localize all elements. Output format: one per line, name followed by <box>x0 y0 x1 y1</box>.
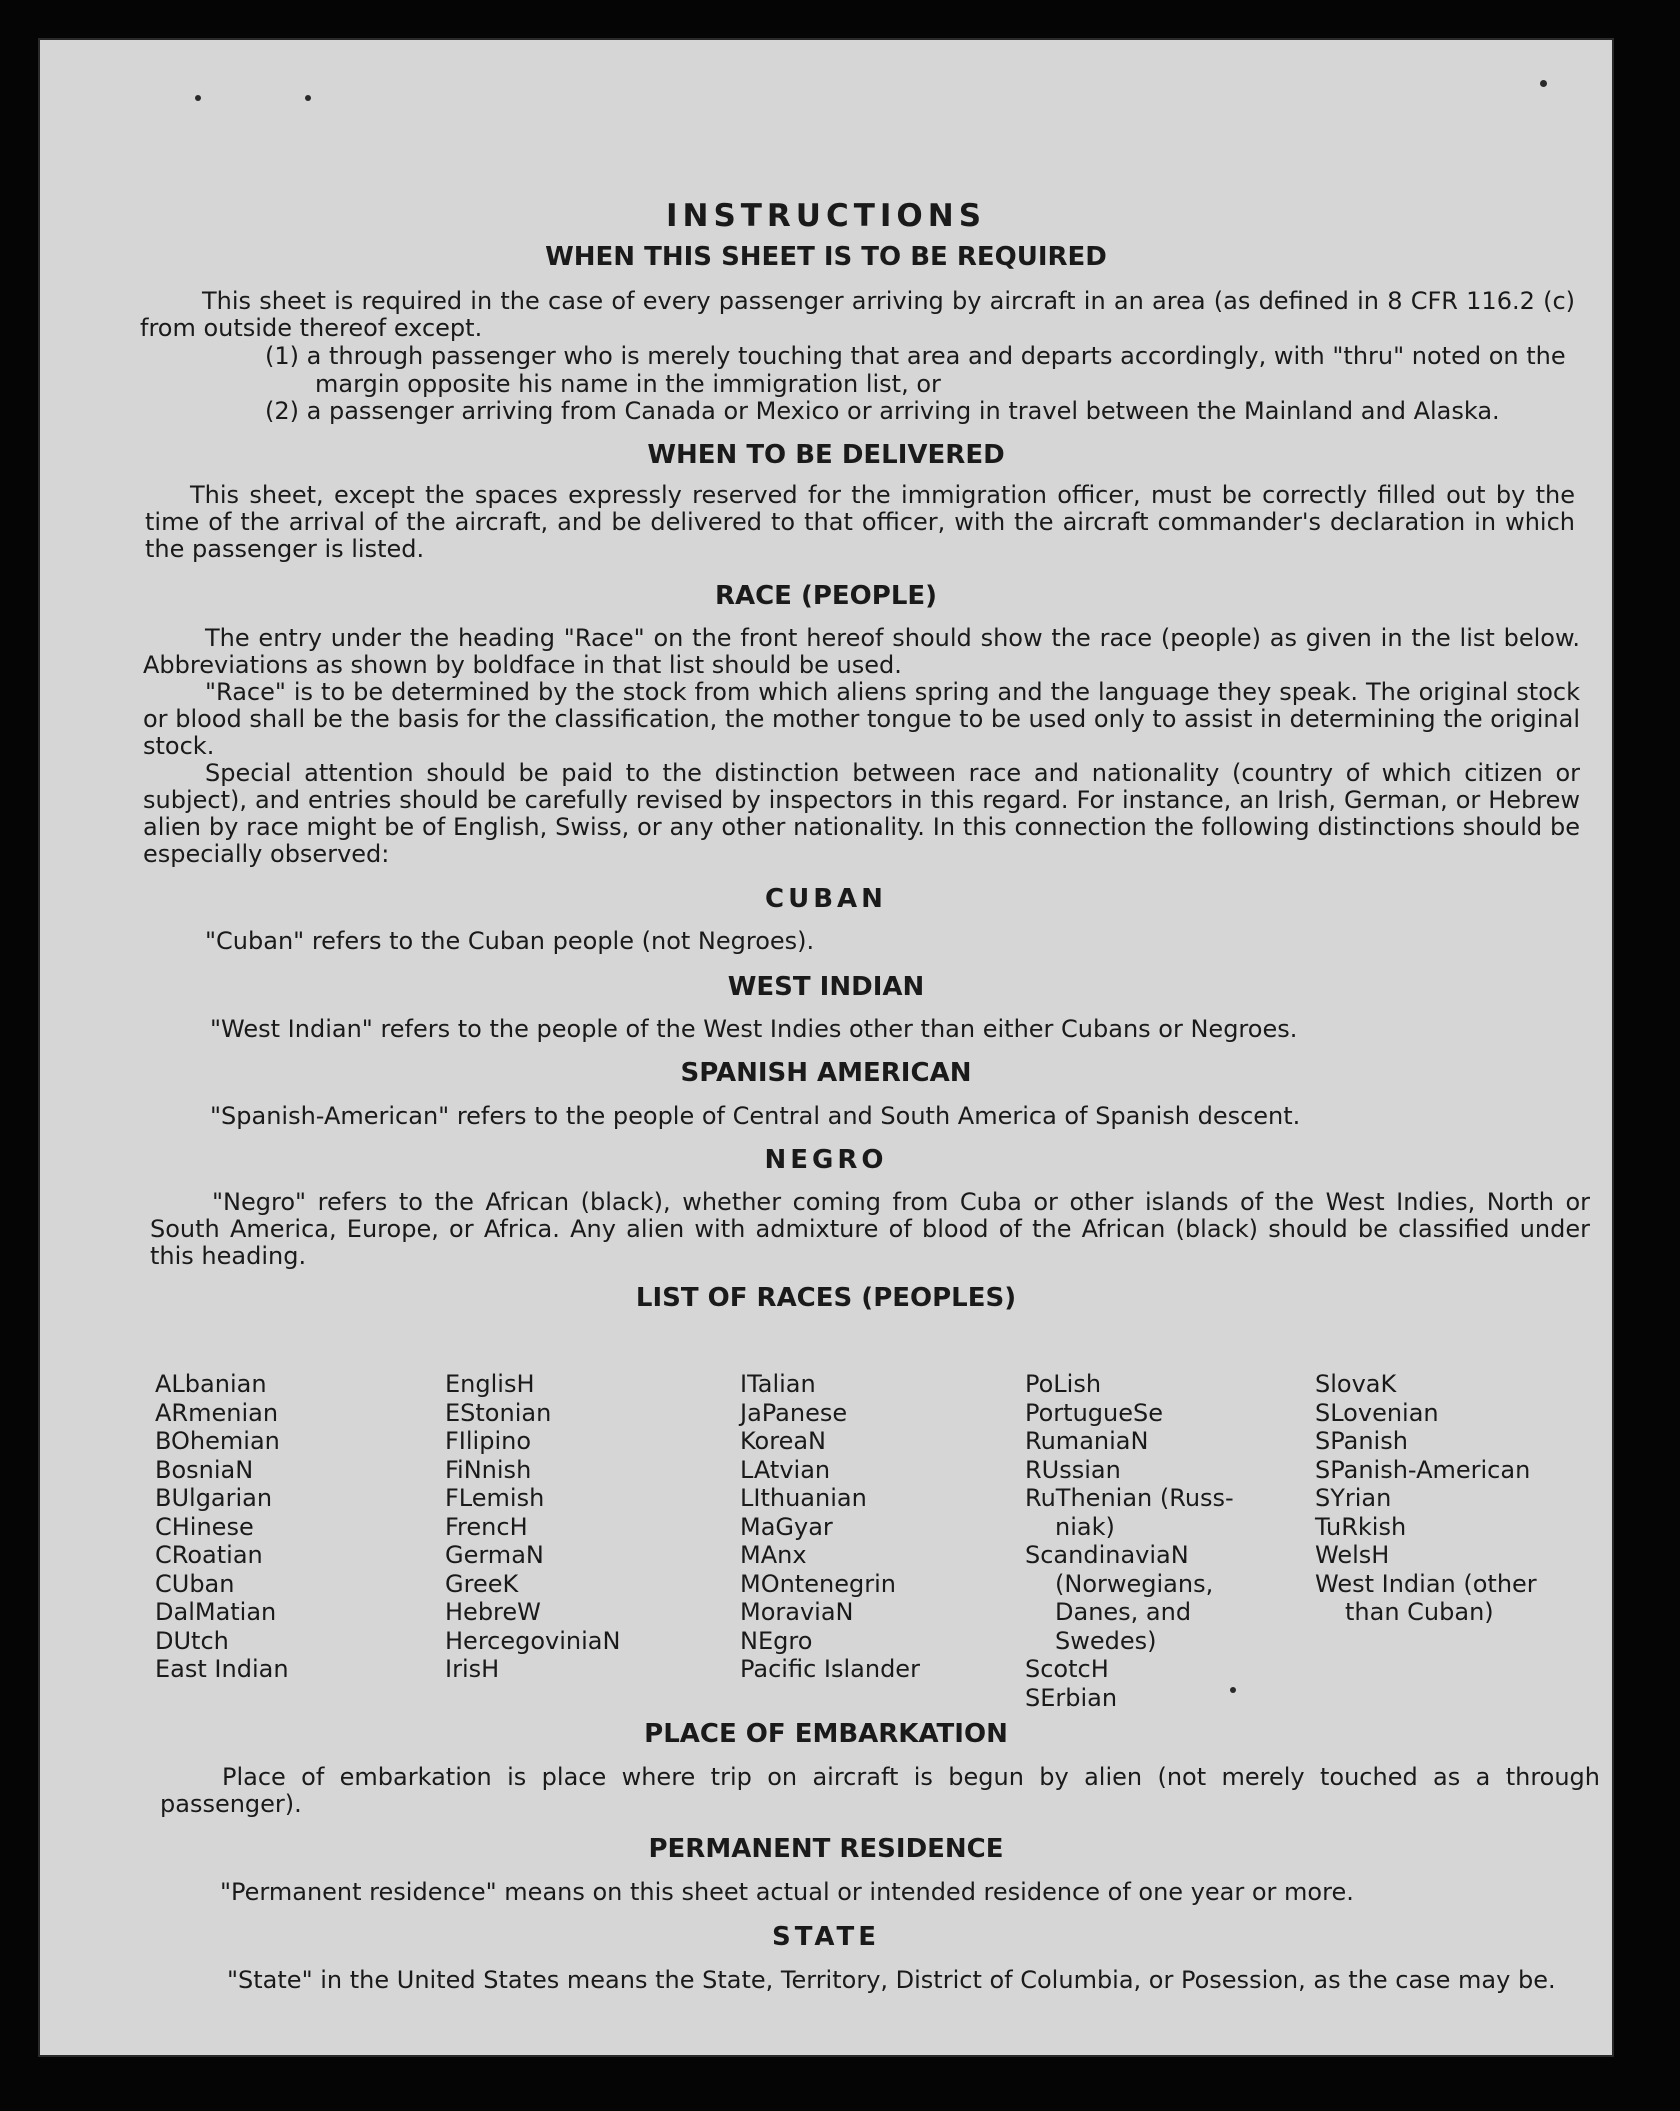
race-entry: IrisH <box>445 1655 500 1683</box>
heading-cuban: CUBAN <box>765 884 887 914</box>
race-entry: WelsH <box>1315 1541 1390 1569</box>
race-entry: CRoatian <box>155 1541 263 1569</box>
races-column-2 <box>445 1370 620 1684</box>
heading-spanish-american: SPANISH AMERICAN <box>680 1058 972 1088</box>
race-entry: FrencH <box>445 1512 528 1541</box>
race-entry: EnglisH <box>445 1370 535 1398</box>
paragraph-cuban: "Cuban" refers to the Cuban people (not Negroes). <box>205 927 815 955</box>
heading-negro: NEGRO <box>764 1145 888 1175</box>
race-entry: ALbanian <box>155 1370 267 1398</box>
paragraph-west-indian: "West Indian" refers to the people of the West Indies other than either Cubans or Negroes. <box>210 1015 1298 1043</box>
race-entry: ITalian <box>740 1370 816 1398</box>
races-column-4 <box>1025 1370 1234 1712</box>
punch-mark <box>1230 1687 1236 1693</box>
list-item-1: (1) a through passenger who is merely touching that area and departs accordingly, with "thru" noted on the margin opposite his name in the immigration list, or <box>265 342 1566 398</box>
race-entry: EStonian <box>445 1398 552 1427</box>
race-entry: PoLish <box>1025 1370 1102 1398</box>
punch-mark <box>195 95 201 101</box>
race-entry: FiNnish <box>445 1455 532 1484</box>
race-entry: LIthuanian <box>740 1484 867 1512</box>
heading-west-indian: WEST INDIAN <box>727 972 925 1002</box>
races-column-5 <box>1315 1370 1537 1627</box>
paragraph-spanish-american: "Spanish-American" refers to the people of Central and South America of Spanish descent. <box>210 1102 1301 1130</box>
race-entry: RumaniaN <box>1025 1427 1149 1455</box>
race-entry: GreeK <box>445 1569 519 1598</box>
race-entry: MaGyar <box>740 1512 833 1541</box>
paragraph-state: "State" in the United States means the State, Territory, District of Columbia, or Posession, as the case may be. <box>227 1966 1556 1994</box>
race-entry: niak) <box>1055 1512 1115 1541</box>
races-column-3 <box>740 1370 920 1684</box>
race-entry: NEgro <box>740 1626 813 1655</box>
race-entry: CUban <box>155 1569 235 1598</box>
race-entry: Swedes) <box>1055 1626 1157 1655</box>
race-entry: SPanish <box>1315 1427 1408 1455</box>
paragraph-race-3: Special attention should be paid to the distinction between race and nationality (country of which citizen or subject), and entries should be carefully revised by inspectors in this regard. For instance, an Irish, German, or Hebrew alien by race might be of English, Swiss, or any other nationality. In this connection the following distinctions should be especially observed: <box>143 759 1580 868</box>
heading-place-of-embarkation: PLACE OF EMBARKATION <box>644 1719 1008 1749</box>
race-entry: MOntenegrin <box>740 1569 896 1598</box>
race-entry: RuThenian (Russ- <box>1025 1484 1234 1512</box>
race-entry: (Norwegians, <box>1055 1569 1214 1598</box>
paragraph-embarkation: Place of embarkation is place where trip on aircraft is begun by alien (not merely touched as a through passenger). <box>160 1763 1600 1818</box>
race-entry: SlovaK <box>1315 1370 1397 1398</box>
race-entry: than Cuban) <box>1345 1598 1494 1626</box>
paragraph-race-2: "Race" is to be determined by the stock from which aliens spring and the language they speak. The original stock or blood shall be the basis for the classification, the mother tongue to be used only to assist in determining the original stock. <box>143 678 1580 760</box>
race-entry: DalMatian <box>155 1598 277 1626</box>
race-entry: Danes, and <box>1055 1598 1192 1626</box>
punch-mark <box>305 95 311 101</box>
race-entry: TuRkish <box>1315 1512 1407 1541</box>
race-entry: PortugueSe <box>1025 1398 1163 1427</box>
heading-list-of-races: LIST OF RACES (PEOPLES) <box>635 1283 1017 1313</box>
paragraph-residence: "Permanent residence" means on this sheet actual or intended residence of one year or more. <box>220 1878 1354 1906</box>
race-entry: FLemish <box>445 1484 545 1512</box>
heading-when-delivered: WHEN TO BE DELIVERED <box>647 440 1005 470</box>
race-entry: GermaN <box>445 1541 544 1569</box>
race-entry: BOhemian <box>155 1427 280 1455</box>
races-column-1 <box>155 1370 289 1684</box>
race-entry: West Indian (other <box>1315 1569 1537 1598</box>
race-entry: FIlipino <box>445 1427 532 1455</box>
race-entry: SLovenian <box>1315 1398 1439 1427</box>
race-entry: RUssian <box>1025 1455 1121 1484</box>
race-entry: MoraviaN <box>740 1598 854 1626</box>
race-entry: Pacific Islander <box>740 1655 920 1683</box>
race-entry: KoreaN <box>740 1427 826 1455</box>
heading-when-required: WHEN THIS SHEET IS TO BE REQUIRED <box>545 242 1107 272</box>
race-entry: DUtch <box>155 1626 229 1655</box>
race-entry: LAtvian <box>740 1455 831 1484</box>
list-item-2: (2) a passenger arriving from Canada or Mexico or arriving in travel between the Mainland and Alaska. <box>265 397 1500 425</box>
paragraph-delivered: This sheet, except the spaces expressly reserved for the immigration officer, must be correctly filled out by the time of the arrival of the aircraft, and be delivered to that officer, with the aircraft commander's declaration in which the passenger is listed. <box>145 481 1575 563</box>
race-entry: BUlgarian <box>155 1484 273 1512</box>
race-entry: ScandinaviaN <box>1025 1541 1189 1569</box>
race-entry: MAnx <box>740 1541 807 1569</box>
heading-state: STATE <box>771 1922 881 1952</box>
race-entry: ARmenian <box>155 1398 279 1427</box>
heading-permanent-residence: PERMANENT RESIDENCE <box>648 1834 1004 1864</box>
punch-mark <box>1540 80 1547 87</box>
race-entry: HebreW <box>445 1598 541 1626</box>
race-entry: East Indian <box>155 1655 289 1683</box>
paragraph-race-1: The entry under the heading "Race" on the front hereof should show the race (people) as given in the list below. Abbreviations as shown by boldface in that list should be used. <box>143 624 1580 679</box>
race-entry: CHinese <box>155 1512 254 1541</box>
race-entry: ScotcH <box>1025 1655 1109 1683</box>
race-entry: HercegoviniaN <box>445 1626 621 1655</box>
paragraph-required: This sheet is required in the case of every passenger arriving by aircraft in an area (as defined in 8 CFR 116.2 (c) from outside thereof except. <box>140 287 1575 342</box>
race-entry: JaPanese <box>740 1398 848 1427</box>
race-entry: SErbian <box>1025 1683 1118 1712</box>
race-entry: SYrian <box>1315 1484 1392 1512</box>
paragraph-negro: "Negro" refers to the African (black), whether coming from Cuba or other islands of the West Indies, North or South America, Europe, or Africa. Any alien with admixture of blood of the African (black) should be classified under this heading. <box>150 1188 1590 1270</box>
race-entry: SPanish-American <box>1315 1455 1531 1484</box>
heading-race: RACE (PEOPLE) <box>714 581 938 611</box>
race-entry: BosniaN <box>155 1455 254 1484</box>
document-sheet <box>40 40 1612 2055</box>
page-title: INSTRUCTIONS <box>665 198 987 234</box>
